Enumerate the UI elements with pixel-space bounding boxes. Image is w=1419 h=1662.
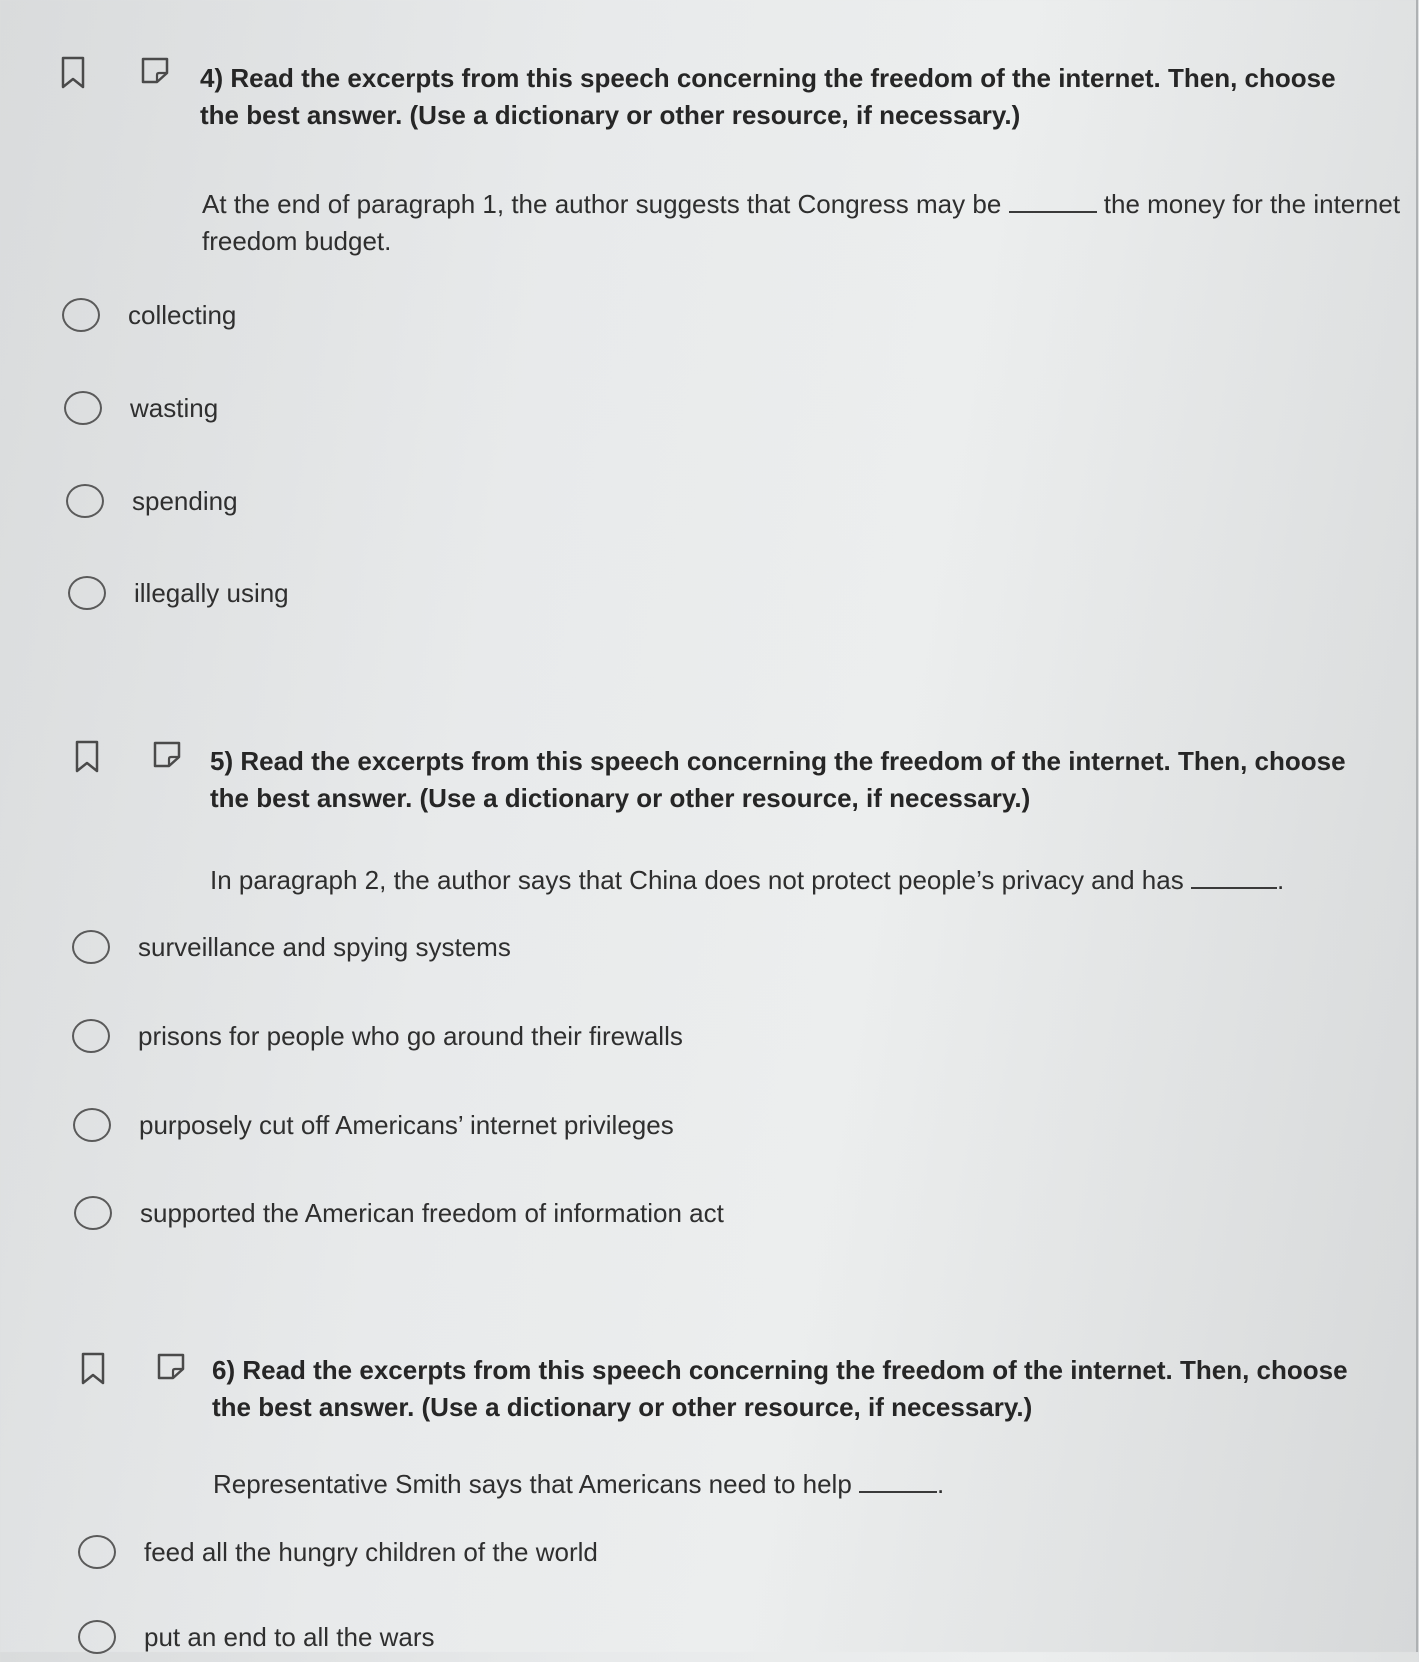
answer-option[interactable] xyxy=(73,1106,973,1150)
option-label: spending xyxy=(132,486,238,516)
option-label: wasting xyxy=(130,393,219,423)
option-label: prisons for people who go around their firewalls xyxy=(138,1021,683,1051)
option-label: illegally using xyxy=(134,578,289,608)
answer-blank xyxy=(1191,867,1277,889)
option-label: collecting xyxy=(128,300,237,330)
answer-option[interactable] xyxy=(66,482,966,526)
radio-button[interactable] xyxy=(74,1196,112,1230)
answer-option[interactable] xyxy=(72,1017,972,1061)
bookmark-icon[interactable] xyxy=(74,740,100,774)
answer-option[interactable] xyxy=(72,928,972,972)
question-prompt xyxy=(210,862,1419,899)
radio-button[interactable] xyxy=(78,1620,116,1654)
answer-blank xyxy=(859,1471,937,1493)
note-icon[interactable] xyxy=(156,1352,186,1380)
note-icon[interactable] xyxy=(152,740,182,768)
prompt-text-after: . xyxy=(1276,865,1285,895)
question-title: 6) Read the excerpts from this speech concerning the freedom of the internet. Then, choose the best answer. (Use a dictionary or other resource, if necessary.) xyxy=(212,1355,1348,1422)
bookmark-icon[interactable] xyxy=(60,56,86,90)
option-label: feed all the hungry children of the world xyxy=(144,1537,598,1567)
answer-option[interactable] xyxy=(78,1533,978,1577)
option-label: supported the American freedom of information act xyxy=(140,1198,724,1228)
question-prompt xyxy=(213,1466,1419,1503)
option-label: surveillance and spying systems xyxy=(138,932,511,962)
option-label: put an end to all the wars xyxy=(144,1622,435,1652)
radio-button[interactable] xyxy=(72,1019,110,1053)
answer-option[interactable] xyxy=(68,574,968,618)
radio-button[interactable] xyxy=(68,576,106,610)
answer-option[interactable] xyxy=(74,1194,974,1238)
answer-option[interactable] xyxy=(62,296,962,340)
prompt-text-after: . xyxy=(937,1469,945,1499)
question-title: 5) Read the excerpts from this speech concerning the freedom of the internet. Then, choose the best answer. (Use a dictionary or other resource, if necessary.) xyxy=(210,746,1346,813)
radio-button[interactable] xyxy=(66,484,104,518)
radio-button[interactable] xyxy=(78,1535,116,1569)
answer-option[interactable] xyxy=(64,389,964,433)
radio-button[interactable] xyxy=(62,298,100,332)
radio-button[interactable] xyxy=(72,930,110,964)
radio-button[interactable] xyxy=(64,391,102,425)
radio-button[interactable] xyxy=(73,1108,111,1142)
page-border xyxy=(1416,0,1418,1652)
option-label: purposely cut off Americans’ internet privileges xyxy=(139,1110,674,1140)
prompt-text-before: Representative Smith says that Americans need to help xyxy=(213,1469,852,1499)
question-prompt xyxy=(202,186,1412,260)
answer-blank xyxy=(1009,191,1097,213)
note-icon[interactable] xyxy=(140,56,170,84)
bookmark-icon[interactable] xyxy=(80,1352,106,1386)
answer-option[interactable] xyxy=(78,1618,978,1662)
question-title: 4) Read the excerpts from this speech concerning the freedom of the internet. Then, choose the best answer. (Use a dictionary or other resource, if necessary.) xyxy=(200,63,1336,130)
prompt-text-before: In paragraph 2, the author says that China does not protect people’s privacy and has xyxy=(210,865,1184,895)
prompt-text-before: At the end of paragraph 1, the author suggests that Congress may be xyxy=(202,189,1002,219)
prompt-text-after: the money for the internet freedom budget. xyxy=(202,189,1401,256)
